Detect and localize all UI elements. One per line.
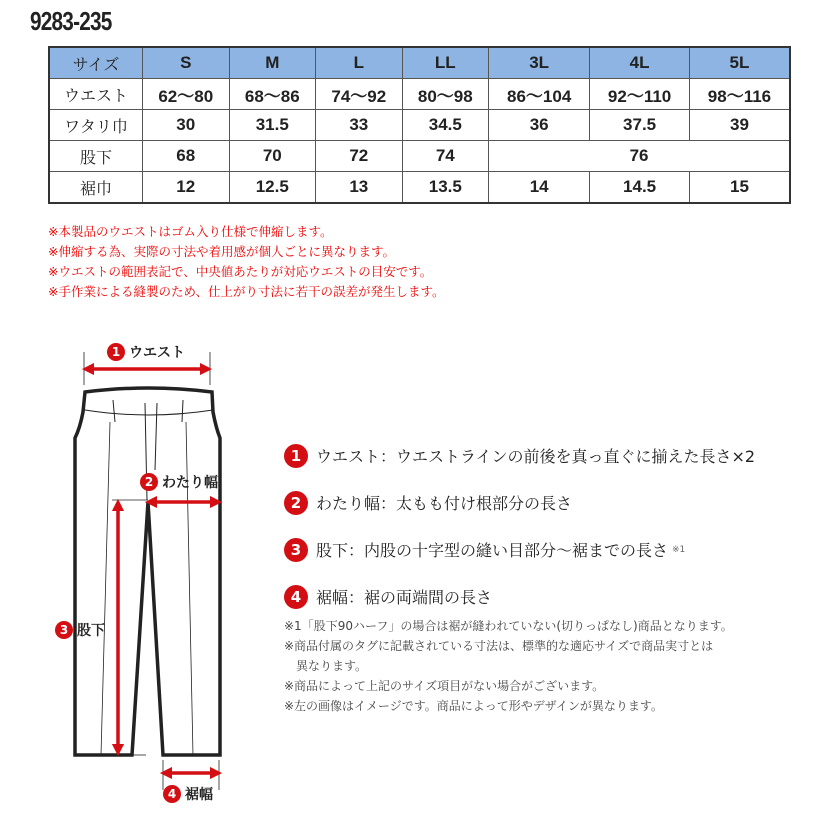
table-cell: 30 xyxy=(143,110,230,141)
table-cell: 13 xyxy=(316,172,403,204)
legend-item xyxy=(284,479,755,526)
table-cell: 33 xyxy=(316,110,403,141)
diagram-label-waist xyxy=(107,342,185,362)
table-cell: 12 xyxy=(143,172,230,204)
label-text: ウエスト xyxy=(129,345,185,361)
label-text: 裾幅 xyxy=(185,787,213,803)
table-cell: 37.5 xyxy=(590,110,690,141)
table-cell: 98〜116 xyxy=(689,79,790,110)
footnote: ※1「股下90ハーフ」の場合は裾が縫われていない(切りっぱなし)商品となります。 xyxy=(284,619,733,633)
number-badge: 4 xyxy=(284,585,308,609)
header-cell: LL xyxy=(402,47,489,79)
number-badge: 2 xyxy=(140,473,158,491)
header-cell: 3L xyxy=(489,47,590,79)
label-text: わたり幅 xyxy=(162,475,218,491)
table-cell: 72 xyxy=(316,141,403,172)
legend-text: わたり幅：太もも付け根部分の長さ xyxy=(316,494,573,513)
pants-outline xyxy=(75,352,220,790)
table-cell: 86〜104 xyxy=(489,79,590,110)
diagram-label-thigh xyxy=(140,472,218,492)
number-badge: 3 xyxy=(284,538,308,562)
diagram-label-inseam xyxy=(55,620,105,640)
note: ※伸縮する為、実際の寸法や着用感が個人ごとに異なります。 xyxy=(48,244,395,259)
table-cell: 68〜86 xyxy=(229,79,316,110)
table-cell: 31.5 xyxy=(229,110,316,141)
table-cell: 70 xyxy=(229,141,316,172)
table-cell: 62〜80 xyxy=(143,79,230,110)
number-badge: 1 xyxy=(107,343,125,361)
table-cell: 14.5 xyxy=(590,172,690,204)
legend-text: 裾幅：裾の両端間の長さ xyxy=(316,588,493,607)
table-cell-merged: 76 xyxy=(489,141,790,172)
table-cell: 74 xyxy=(402,141,489,172)
row-label: ワタリ巾 xyxy=(49,110,143,141)
row-label: 裾巾 xyxy=(49,172,143,204)
table-cell: 34.5 xyxy=(402,110,489,141)
table-cell: 80〜98 xyxy=(402,79,489,110)
header-cell: 5L xyxy=(689,47,790,79)
table-cell: 68 xyxy=(143,141,230,172)
diagram-label-hem xyxy=(163,784,213,804)
header-cell: 4L xyxy=(590,47,690,79)
footnote: 異なります。 xyxy=(296,659,368,673)
note: ※本製品のウエストはゴム入り仕様で伸縮します。 xyxy=(48,224,333,239)
table-cell: 92〜110 xyxy=(590,79,690,110)
footnote-ref: ※1 xyxy=(672,544,686,555)
measurement-legend xyxy=(284,432,755,620)
table-cell: 15 xyxy=(689,172,790,204)
legend-text: 股下：内股の十字型の縫い目部分〜裾までの長さ xyxy=(316,541,669,560)
note: ※手作業による縫製のため、仕上がり寸法に若干の誤差が発生します。 xyxy=(48,284,445,299)
legend-item xyxy=(284,573,755,620)
legend-item xyxy=(284,526,755,573)
table-cell: 14 xyxy=(489,172,590,204)
label-text: 股下 xyxy=(77,623,105,639)
note: ※ウエストの範囲表記で、中央値あたりが対応ウエストの目安です。 xyxy=(48,264,433,279)
header-cell: サイズ xyxy=(49,47,143,79)
footnote: ※商品によって上記のサイズ項目がない場合がございます。 xyxy=(284,679,605,693)
table-cell: 12.5 xyxy=(229,172,316,204)
number-badge: 4 xyxy=(163,785,181,803)
product-code: 9283-235 xyxy=(30,6,112,36)
table-cell: 13.5 xyxy=(402,172,489,204)
number-badge: 3 xyxy=(55,621,73,639)
legend-item xyxy=(284,432,755,479)
footnotes xyxy=(284,616,733,716)
header-cell: L xyxy=(316,47,403,79)
legend-text: ウエスト：ウエストラインの前後を真っ直ぐに揃えた長さ×2 xyxy=(316,447,756,466)
table-cell: 36 xyxy=(489,110,590,141)
table-cell: 39 xyxy=(689,110,790,141)
row-label: 股下 xyxy=(49,141,143,172)
table-cell: 74〜92 xyxy=(316,79,403,110)
header-cell: M xyxy=(229,47,316,79)
footnote: ※左の画像はイメージです。商品によって形やデザインが異なります。 xyxy=(284,699,663,713)
header-cell: S xyxy=(143,47,230,79)
row-label: ウエスト xyxy=(49,79,143,110)
number-badge: 2 xyxy=(284,491,308,515)
footnote: ※商品付属のタグに記載されている寸法は、標準的な適応サイズで商品実寸とは xyxy=(284,639,714,653)
number-badge: 1 xyxy=(284,444,308,468)
